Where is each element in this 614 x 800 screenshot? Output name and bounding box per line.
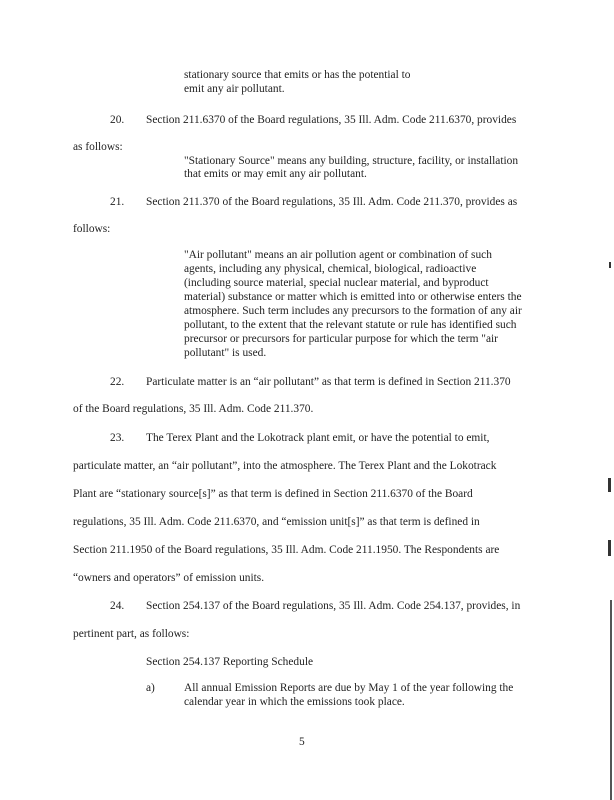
quote-line: (including source material, special nuclear material, and byproduct: [184, 277, 489, 289]
list-item-line: All annual Emission Reports are due by May 1 of the year following the: [184, 682, 514, 694]
section-heading: Section 254.137 Reporting Schedule: [146, 656, 314, 668]
paragraph-text: follows:: [73, 223, 111, 235]
quote-line: stationary source that emits or has the potential to: [184, 69, 411, 81]
quote-line: that emits or may emit any air pollutant.: [184, 168, 367, 180]
paragraph-number: 21.: [110, 196, 125, 208]
paragraph-text: Section 211.1950 of the Board regulations, 35 Ill. Adm. Code 211.1950. The Respondents are: [73, 544, 500, 556]
paragraph-text: particulate matter, an “air pollutant”, into the atmosphere. The Terex Plant and the Lokotrack: [73, 460, 497, 472]
paragraph-number: 20.: [110, 114, 125, 126]
quote-line: agents, including any physical, chemical, biological, radioactive: [184, 263, 477, 275]
paragraph-number: 22.: [110, 376, 125, 388]
quote-line: pollutant" is used.: [184, 347, 267, 359]
list-item-line: calendar year in which the emissions took place.: [184, 696, 405, 708]
list-marker: a): [146, 682, 155, 694]
quote-line: atmosphere. Such term includes any precursors to the formation of any air: [184, 305, 522, 317]
paragraph-text: of the Board regulations, 35 Ill. Adm. Code 211.370.: [73, 403, 314, 415]
paragraph-text: Section 254.137 of the Board regulations, 35 Ill. Adm. Code 254.137, provides, in: [146, 600, 521, 612]
paragraph-text: Section 211.6370 of the Board regulations, 35 Ill. Adm. Code 211.6370, provides: [146, 114, 517, 126]
paragraph-text: The Terex Plant and the Lokotrack plant emit, or have the potential to emit,: [146, 432, 490, 444]
page-number: 5: [299, 736, 305, 748]
paragraph-number: 23.: [110, 432, 125, 444]
paragraph-text: Particulate matter is an “air pollutant” as that term is defined in Section 211.370: [146, 376, 511, 388]
paragraph-text: “owners and operators” of emission units.: [73, 572, 265, 584]
paragraph-text: Section 211.370 of the Board regulations, 35 Ill. Adm. Code 211.370, provides as: [146, 196, 518, 208]
scan-edge-line: [610, 600, 612, 800]
paragraph-text: pertinent part, as follows:: [73, 628, 190, 640]
scan-edge-mark: [608, 540, 611, 556]
quote-line: "Air pollutant" means an air pollution agent or combination of such: [184, 249, 492, 261]
scan-edge-mark: [608, 478, 611, 492]
quote-line: pollutant, to the extent that the relevant statute or rule has identified such: [184, 319, 517, 331]
paragraph-text: as follows:: [73, 141, 123, 153]
scan-edge-mark: [609, 262, 611, 268]
quote-line: precursor or precursors for particular purpose for which the term "air: [184, 333, 498, 345]
paragraph-number: 24.: [110, 600, 125, 612]
quote-line: "Stationary Source" means any building, structure, facility, or installation: [184, 155, 519, 167]
paragraph-text: regulations, 35 Ill. Adm. Code 211.6370, and “emission unit[s]” as that term is defined in: [73, 516, 480, 528]
paragraph-text: Plant are “stationary source[s]” as that term is defined in Section 211.6370 of the Board: [73, 488, 473, 500]
quote-line: material) substance or matter which is emitted into or otherwise enters the: [184, 291, 522, 303]
quote-line: emit any air pollutant.: [184, 83, 285, 95]
